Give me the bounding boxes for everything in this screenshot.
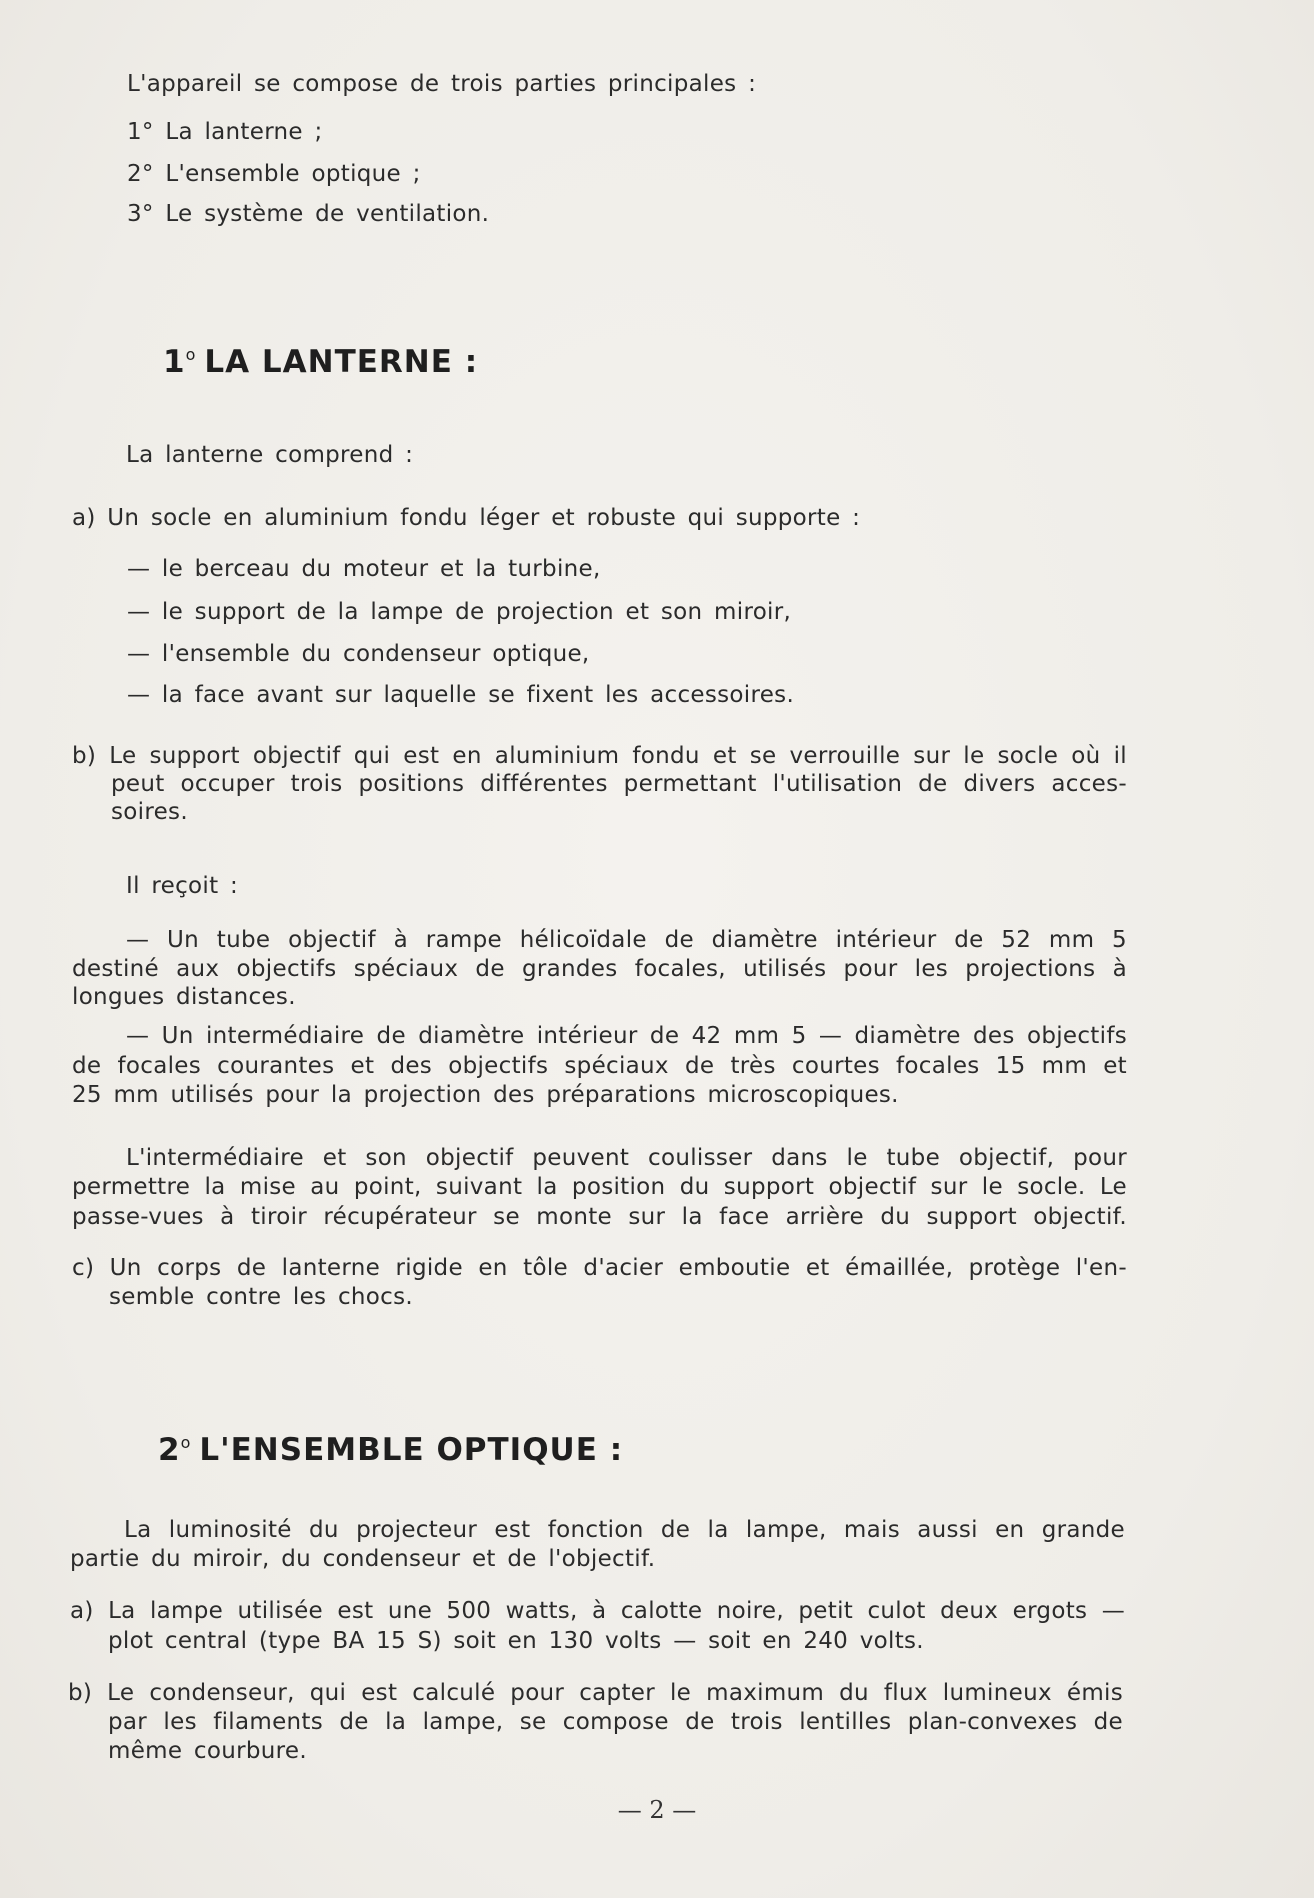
section-1-c-line-1: c) Un corps de lanterne rigide en tôle d'acier emboutie et émaillée, protège l'en- [72,1255,1127,1281]
intro-line: L'appareil se compose de trois parties principales : [127,71,757,97]
section-1-a-item-1: — le berceau du moteur et la turbine, [127,556,601,582]
inter-line-1: — Un intermédiaire de diamètre intérieur de 42 mm 5 — diamètre des objectifs [126,1023,1127,1049]
section-1-b-line-1: b) Le support objectif qui est en aluminium fondu et se verrouille sur le socle où il [72,743,1127,769]
section-1-number: 1 [163,344,186,380]
lum-line-1: La luminosité du projecteur est fonction de la lampe, mais aussi en grande [124,1517,1125,1543]
intro-item-1: 1° La lanterne ; [127,119,323,145]
section-1-b-line-2: peut occuper trois positions différentes permettant l'utilisation de divers acces- [111,771,1127,797]
section-1-b-line-3: soires. [111,799,188,825]
page-number: — 2 — [617,1796,697,1824]
section-2-number: 2 [158,1432,181,1468]
coulisse-line-1: L'intermédiaire et son objectif peuvent coulisser dans le tube objectif, pour [126,1145,1127,1171]
coulisse-line-2: permettre la mise au point, suivant la position du support objectif sur le socle. Le [72,1174,1127,1200]
section-1-a-item-3: — l'ensemble du condenseur optique, [127,641,590,667]
section-1-a-line: a) Un socle en aluminium fondu léger et robuste qui supporte : [72,505,861,531]
intro-item-3: 3° Le système de ventilation. [127,201,490,227]
inter-line-2: de focales courantes et des objectifs spéciaux de très courtes focales 15 mm et [72,1053,1127,1079]
section-2-a-line-1: a) La lampe utilisée est une 500 watts, à calotte noire, petit culot deux ergots — [70,1598,1125,1624]
section-2-a-line-2: plot central (type BA 15 S) soit en 130 volts — soit en 240 volts. [108,1628,924,1654]
section-1-recoit: Il reçoit : [126,873,239,899]
section-1-heading [163,344,478,380]
inter-line-3: 25 mm utilisés pour la projection des préparations microscopiques. [72,1082,899,1108]
section-2-heading [158,1432,623,1468]
section-2-b-line-3: même courbure. [108,1738,307,1764]
degree-mark: o [185,345,197,364]
tube-line-2: destiné aux objectifs spéciaux de grandes focales, utilisés pour les projections à [72,956,1127,982]
section-2-title: L'ENSEMBLE OPTIQUE : [199,1432,624,1468]
section-1-a-item-2: — le support de la lampe de projection et son miroir, [127,599,792,625]
section-1-title: LA LANTERNE : [204,344,479,380]
degree-mark: o [180,1433,192,1452]
coulisse-line-3: passe-vues à tiroir récupérateur se monte sur la face arrière du support objectif. [72,1204,1127,1230]
section-1-lead: La lanterne comprend : [126,442,414,468]
tube-line-1: — Un tube objectif à rampe hélicoïdale de diamètre intérieur de 52 mm 5 [126,927,1127,953]
section-2-b-line-1: b) Le condenseur, qui est calculé pour capter le maximum du flux lumineux émis [68,1680,1123,1706]
section-2-b-line-2: par les filaments de la lampe, se compose de trois lentilles plan-convexes de [108,1709,1123,1735]
section-1-c-line-2: semble contre les chocs. [109,1284,413,1310]
intro-item-2: 2° L'ensemble optique ; [127,161,421,187]
tube-line-3: longues distances. [72,984,296,1010]
section-1-a-item-4: — la face avant sur laquelle se fixent les accessoires. [127,682,795,708]
lum-line-2: partie du miroir, du condenseur et de l'objectif. [70,1546,656,1572]
